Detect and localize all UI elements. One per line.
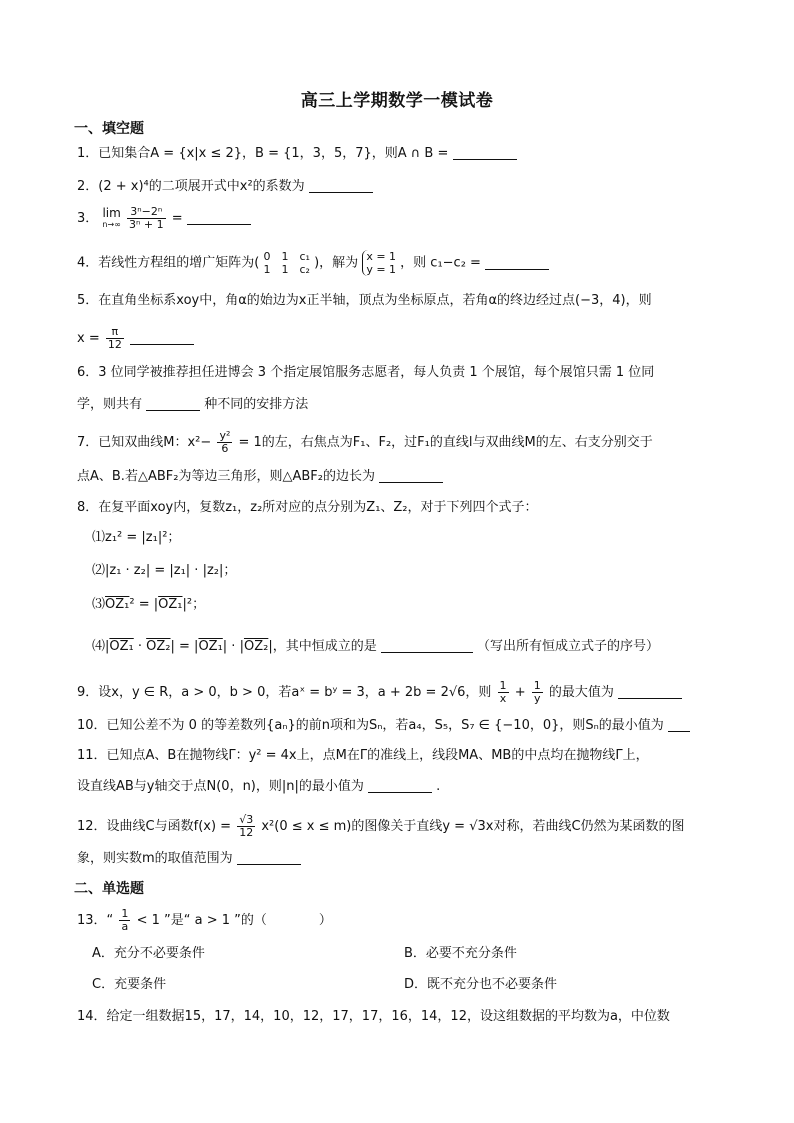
fraction-numerator: √3 xyxy=(239,813,254,826)
item-text: （写出所有恒成立式子的序号） xyxy=(477,639,660,654)
option-a: A．充分不必要条件 xyxy=(92,946,205,961)
answer-blank xyxy=(668,717,690,732)
limit-expression xyxy=(102,207,120,231)
fraction-denominator: y xyxy=(533,692,541,705)
vector-oz1: OZ₁ xyxy=(105,597,130,612)
answer-blank xyxy=(379,468,443,483)
fraction-denominator: 3ⁿ + 1 xyxy=(129,218,164,231)
question-8-item-3 xyxy=(92,596,205,614)
question-6 xyxy=(77,364,654,382)
question-11-cont xyxy=(77,778,440,796)
question-text: . xyxy=(436,779,441,794)
question-text: 的最大值为 xyxy=(548,685,614,700)
matrix-row: 1 1 c₂ xyxy=(263,263,310,276)
question-text: 种不同的安排方法 xyxy=(204,397,309,412)
question-text: 3． xyxy=(77,211,99,226)
question-8 xyxy=(77,499,538,517)
question-text: 5．在直角坐标系xoy中，角α的始边为x正半轴，顶点为坐标原点，若角α的终边经过点(−3，4)，则 xyxy=(77,293,652,308)
question-text: 13．“ xyxy=(77,913,114,928)
augmented-matrix xyxy=(263,250,309,276)
question-text: 12．设曲线C与函数f(x) = xyxy=(77,819,232,834)
fraction-denominator: x xyxy=(499,692,507,705)
answer-blank xyxy=(453,145,517,160)
question-4 xyxy=(77,250,549,276)
question-text: ，则 c₁−c₂ = xyxy=(400,255,481,271)
system-row: y = 1 xyxy=(366,263,397,276)
answer-blank xyxy=(187,210,251,225)
fraction-denominator: 12 xyxy=(107,338,122,351)
item-text: · xyxy=(133,639,147,654)
fraction xyxy=(237,814,255,839)
item-text: |，其中恒成立的是 xyxy=(268,639,377,654)
fraction xyxy=(532,680,543,705)
fraction-denominator: a xyxy=(121,920,129,933)
fraction xyxy=(127,206,166,231)
question-text: 学，则共有 xyxy=(77,397,143,412)
fraction-numerator: 3ⁿ−2ⁿ xyxy=(127,206,166,219)
item-text: |²； xyxy=(182,597,206,612)
vector-oz1: OZ₁ xyxy=(198,639,223,654)
item-text: | · | xyxy=(222,639,244,654)
fraction-numerator: π xyxy=(106,326,124,339)
question-12-cont xyxy=(77,850,301,868)
fraction-numerator: y² xyxy=(219,429,231,442)
equals-sign: = xyxy=(171,211,183,226)
question-8-item-1 xyxy=(92,529,180,547)
question-text: 设直线AB与y轴交于点N(0，n)，则|n|的最小值为 xyxy=(77,779,364,794)
question-6-cont xyxy=(77,396,308,414)
plus-sign: + xyxy=(514,685,526,700)
question-text: 6．3 位同学被推荐担任进博会 3 个指定展馆服务志愿者，每人负责 1 个展馆，每个展馆只需 1 位同 xyxy=(77,365,655,380)
question-text: 11．已知点A、B在抛物线Γ：y² = 4x上，点M在Γ的准线上，线段MA、MB的中点均在抛物线Γ上， xyxy=(77,748,649,763)
section-single-choice: 二、单选题 xyxy=(74,881,144,897)
fraction xyxy=(106,326,124,351)
fraction-denominator: 12 xyxy=(239,826,254,839)
question-14 xyxy=(77,1008,670,1026)
question-10 xyxy=(77,717,690,735)
question-text: 象，则实数m的取值范围为 xyxy=(77,851,233,866)
page-title: 高三上学期数学一模试卷 xyxy=(300,91,494,111)
fraction-denominator: 6 xyxy=(221,442,229,455)
option-c: C．充要条件 xyxy=(92,977,167,992)
system-row: x = 1 xyxy=(366,250,397,263)
question-text: 7．已知双曲线M：x²− xyxy=(77,435,212,450)
item-text: ² = | xyxy=(129,597,159,612)
item-text: | = | xyxy=(170,639,199,654)
fraction-numerator: 1 xyxy=(533,679,541,692)
answer-blank xyxy=(309,178,373,193)
matrix-row: 0 1 c₁ xyxy=(263,250,310,263)
question-text: )，解为 xyxy=(314,255,359,271)
question-text: 8．在复平面xoy内，复数z₁，z₂所对应的点分别为Z₁、Z₂，对于下列四个式子： xyxy=(77,500,538,515)
answer-blank xyxy=(237,850,301,865)
question-11 xyxy=(77,747,649,765)
question-7-cont xyxy=(77,468,443,486)
question-text: 点A、B.若△ABF₂为等边三角形，则△ABF₂的边长为 xyxy=(77,469,375,484)
fraction-numerator: 1 xyxy=(499,679,507,692)
vector-oz2: OZ₂ xyxy=(146,639,171,654)
answer-blank xyxy=(368,778,432,793)
question-12 xyxy=(77,814,685,839)
question-text: 9．设x，y ∈ R，a > 0，b > 0，若aˣ = bʸ = 3，a + 2b = 2√6，则 xyxy=(77,685,492,700)
item-text: ⑶ xyxy=(92,597,106,612)
vector-oz1: OZ₁ xyxy=(109,639,134,654)
question-text: 14．给定一组数据15，17，14，10，12，17，17，16，14，12，设这组数据的平均数为a，中位数 xyxy=(77,1009,670,1024)
section-fill-in: 一、填空题 xyxy=(74,121,144,137)
question-7 xyxy=(77,430,653,455)
question-13 xyxy=(77,908,332,933)
limit-subscript: n→∞ xyxy=(102,219,121,229)
fraction xyxy=(217,430,232,455)
question-5 xyxy=(77,292,652,310)
option-b: B．必要不充分条件 xyxy=(404,946,517,961)
vector-oz2: OZ₂ xyxy=(243,639,269,654)
question-2 xyxy=(77,178,373,196)
question-8-item-2 xyxy=(92,562,236,580)
limit-symbol: lim xyxy=(102,205,121,220)
question-text: x = xyxy=(77,331,100,346)
question-9 xyxy=(77,680,682,705)
question-text: = 1的左，右焦点为F₁、F₂，过F₁的直线l与双曲线M的左、右支分别交于 xyxy=(238,435,653,450)
question-text: 10．已知公差不为 0 的等差数列{aₙ}的前n项和为Sₙ，若a₄，S₅，S₇ ∈ {−10，0}，则Sₙ的最小值为 xyxy=(77,718,664,733)
fraction xyxy=(498,680,509,705)
answer-blank xyxy=(618,684,682,699)
question-8-item-4 xyxy=(92,638,659,656)
question-text: x²(0 ≤ x ≤ m)的图像关于直线y = √3x对称，若曲线C仍然为某函数的图 xyxy=(261,819,685,834)
answer-blank xyxy=(146,396,200,411)
question-text: 4．若线性方程组的增广矩阵为( xyxy=(77,255,260,271)
answer-blank xyxy=(130,330,194,345)
item-text: ⑴z₁² = |z₁|²； xyxy=(92,530,181,545)
answer-blank xyxy=(485,255,549,270)
solution-system xyxy=(362,250,396,276)
answer-blank xyxy=(381,638,473,653)
question-text: 2．(2 + x)⁴的二项展开式中x²的系数为 xyxy=(77,179,305,194)
question-3 xyxy=(77,206,251,231)
question-text: < 1 ”是“ a > 1 ”的（ ） xyxy=(136,913,332,928)
item-text: ⑷| xyxy=(92,639,110,654)
fraction xyxy=(119,908,130,933)
question-5-cont xyxy=(77,326,194,351)
fraction-numerator: 1 xyxy=(121,907,129,920)
question-1 xyxy=(77,145,517,163)
item-text: ⑵|z₁ · z₂| = |z₁| · |z₂|； xyxy=(92,563,237,578)
question-text: 1．已知集合A = {x|x ≤ 2}，B = {1，3，5，7}，则A ∩ B = xyxy=(77,146,449,161)
vector-oz1: OZ₁ xyxy=(158,597,183,612)
option-d: D．既不充分也不必要条件 xyxy=(404,977,558,992)
